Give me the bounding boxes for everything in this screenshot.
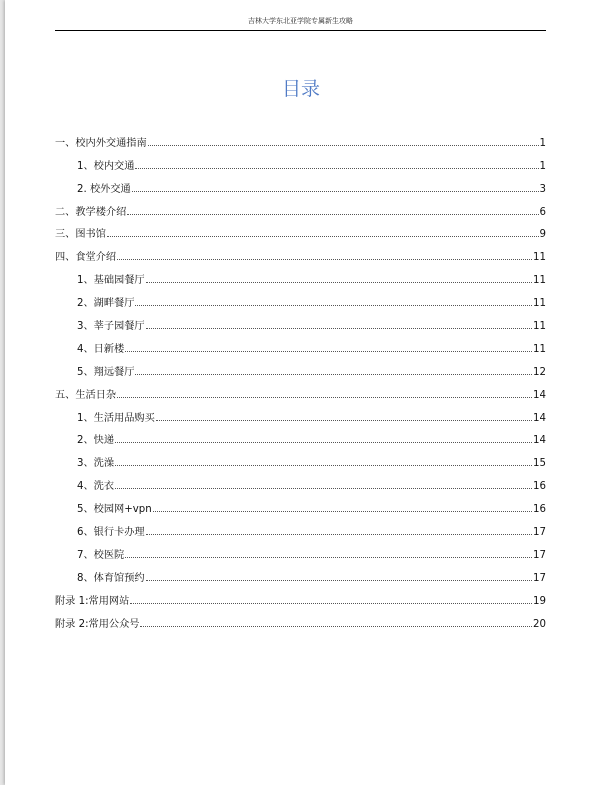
toc-entry[interactable] <box>55 404 546 427</box>
toc-entry-page: 11 <box>533 275 546 287</box>
toc-entry-label: 四、食堂介绍 <box>55 252 117 264</box>
toc-entry-label: 5、校园网+vpn <box>77 504 152 516</box>
toc-entry-page: 6 <box>539 206 546 218</box>
toc-entry[interactable] <box>55 266 546 289</box>
toc-leader-dots <box>146 534 532 535</box>
toc-entry-label: 8、体育馆预约 <box>77 572 145 584</box>
toc-entry[interactable] <box>55 449 546 472</box>
toc-entry-label: 2、快递 <box>77 435 115 447</box>
toc-entry-label: 五、生活日杂 <box>55 389 117 401</box>
toc-entry-label: 2、湖畔餐厅 <box>77 298 135 310</box>
toc-leader-dots <box>127 214 538 215</box>
toc-entry[interactable] <box>55 312 546 335</box>
toc-leader-dots <box>146 282 532 283</box>
toc-entry-page: 11 <box>533 321 546 333</box>
toc-entry-label: 1、基础园餐厅 <box>77 275 145 287</box>
toc-entry-label: 三、图书馆 <box>55 229 106 241</box>
toc-entry-label: 1、校内交通 <box>77 160 135 172</box>
toc-entry[interactable] <box>55 289 546 312</box>
toc-entry[interactable] <box>55 472 546 495</box>
toc-entry-label: 2. 校外交通 <box>77 183 131 195</box>
toc-entry-page: 3 <box>539 183 546 195</box>
toc-entry-page: 1 <box>539 160 546 172</box>
toc-leader-dots <box>135 305 532 306</box>
toc-leader-dots <box>148 145 539 146</box>
toc-entry-label: 4、日新楼 <box>77 343 125 355</box>
toc-leader-dots <box>117 259 532 260</box>
toc-entry-label: 6、银行卡办理 <box>77 527 145 539</box>
toc-entry-page: 20 <box>533 618 546 630</box>
toc-entry-page: 11 <box>533 298 546 310</box>
toc-entry-page: 19 <box>533 595 546 607</box>
toc-entry[interactable] <box>55 175 546 198</box>
toc-leader-dots <box>135 374 532 375</box>
toc-leader-dots <box>125 557 532 558</box>
toc-entry-label: 3、洗澡 <box>77 458 115 470</box>
toc-leader-dots <box>115 465 532 466</box>
toc-leader-dots <box>115 442 532 443</box>
toc-entry-label: 二、教学楼介绍 <box>55 206 127 218</box>
toc-leader-dots <box>132 191 539 192</box>
toc-entry[interactable] <box>55 541 546 564</box>
toc-entry[interactable] <box>55 495 546 518</box>
toc-entry-page: 14 <box>533 389 546 401</box>
toc-entry-page: 14 <box>533 435 546 447</box>
toc-leader-dots <box>146 580 532 581</box>
toc-entry-label: 5、翔远餐厅 <box>77 366 135 378</box>
toc-entry-label: 一、校内外交通指南 <box>55 137 147 149</box>
toc-leader-dots <box>135 168 538 169</box>
toc-entry-label: 附录 2:常用公众号 <box>55 618 140 630</box>
toc-entry[interactable] <box>55 358 546 381</box>
toc-entry-page: 16 <box>533 504 546 516</box>
toc-entry-page: 12 <box>533 366 546 378</box>
toc-entry-page: 11 <box>533 343 546 355</box>
page-header: 吉林大学东北亚学院专属新生攻略 <box>248 17 353 25</box>
toc-entry-label: 1、生活用品购买 <box>77 412 155 424</box>
toc-leader-dots <box>125 351 532 352</box>
toc-entry[interactable] <box>55 518 546 541</box>
toc-leader-dots <box>130 603 532 604</box>
toc-entry[interactable] <box>55 381 546 404</box>
toc-entry[interactable] <box>55 152 546 175</box>
toc-entry[interactable] <box>55 129 546 152</box>
toc-entry[interactable] <box>55 221 546 244</box>
toc-leader-dots <box>156 420 532 421</box>
toc-entry-page: 1 <box>539 137 546 149</box>
toc-entry-label: 7、校医院 <box>77 549 125 561</box>
toc-entry[interactable] <box>55 564 546 587</box>
toc-entry-label: 4、洗衣 <box>77 481 115 493</box>
table-of-contents <box>55 129 546 633</box>
toc-entry[interactable] <box>55 243 546 266</box>
page-title: 目录 <box>281 78 320 100</box>
toc-entry-page: 15 <box>533 458 546 470</box>
toc-entry-page: 14 <box>533 412 546 424</box>
toc-leader-dots <box>117 397 532 398</box>
document-page <box>5 0 597 785</box>
toc-entry[interactable] <box>55 427 546 450</box>
toc-leader-dots <box>115 488 532 489</box>
header-rule <box>55 30 546 31</box>
toc-leader-dots <box>107 236 539 237</box>
toc-leader-dots <box>140 626 532 627</box>
toc-entry-page: 17 <box>533 527 546 539</box>
toc-entry-page: 17 <box>533 572 546 584</box>
toc-entry[interactable] <box>55 587 546 610</box>
toc-entry-page: 11 <box>533 252 546 264</box>
toc-leader-dots <box>153 511 532 512</box>
toc-entry-page: 9 <box>539 229 546 241</box>
toc-entry-label: 附录 1:常用网站 <box>55 595 130 607</box>
toc-entry-page: 17 <box>533 549 546 561</box>
toc-entry[interactable] <box>55 610 546 633</box>
toc-entry[interactable] <box>55 198 546 221</box>
toc-entry-page: 16 <box>533 481 546 493</box>
toc-leader-dots <box>146 328 532 329</box>
toc-entry-label: 3、莘子园餐厅 <box>77 321 145 333</box>
toc-entry[interactable] <box>55 335 546 358</box>
